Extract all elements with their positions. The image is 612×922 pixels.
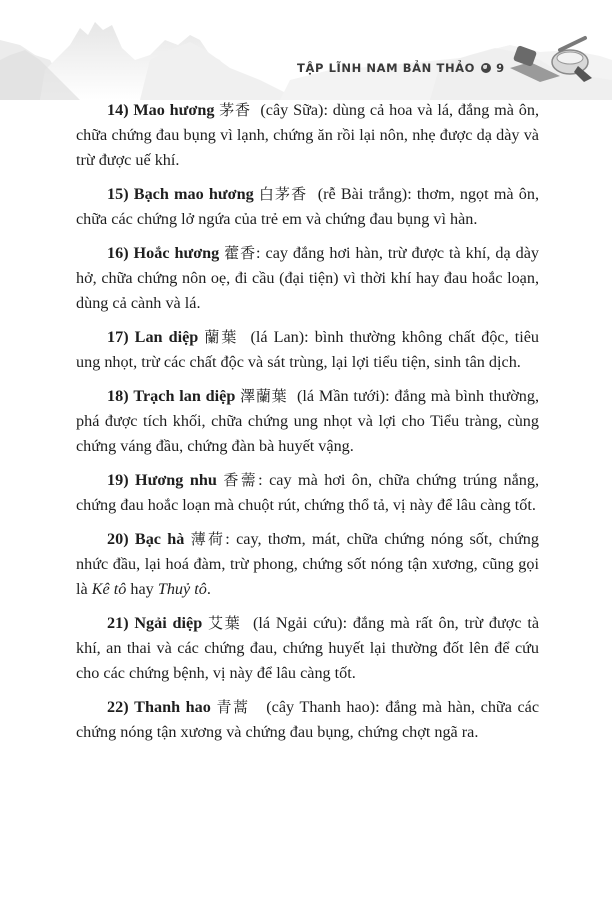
entry-han-characters: 蘭葉: [204, 328, 239, 346]
entry-14: [76, 98, 539, 173]
entry-gloss: (lá Ngải cứu): [253, 614, 343, 632]
entry-han-characters: 白茅香: [258, 185, 308, 203]
entry-name: Hương nhu: [135, 471, 217, 489]
header-mountain-illustration: [0, 0, 612, 100]
circle-bullet-icon: [481, 63, 491, 73]
entry-name: Trạch lan diệp: [133, 387, 236, 405]
entry-16: [76, 241, 539, 316]
entry-18: [76, 384, 539, 459]
entry-21: [76, 611, 539, 686]
entry-19: [76, 468, 539, 518]
mountain-landscape-icon: [0, 0, 612, 100]
entry-text: : đắng mà hàn, chữa các chứng nóng tận xương và chứng đau bụng, chứng chợt ngã ra.: [76, 698, 540, 741]
entry-name: Mao hương: [133, 101, 215, 119]
entry-number: 20): [107, 530, 129, 548]
entry-number: 15): [107, 185, 129, 203]
entry-number: 21): [107, 614, 129, 632]
entry-gloss: (lá Lan): [250, 328, 305, 346]
entry-name: Bạch mao hương: [133, 185, 254, 203]
entry-number: 19): [107, 471, 129, 489]
entry-name: Ngải diệp: [134, 614, 203, 632]
alt-join: hay: [126, 580, 158, 598]
entry-name: Thanh hao: [134, 698, 211, 716]
entry-17: [76, 325, 539, 375]
entry-text: : đắng mà rất ôn, trừ được tà khí, an thai và các chứng đau, chứng huyết lại thường đốt lên để cứu cho các chứng bệnh, vị này để lâu càng tốt.: [76, 614, 539, 682]
entry-number: 16): [107, 244, 129, 262]
entry-number: 18): [107, 387, 129, 405]
entry-gloss: (rễ Bài trắng): [317, 185, 408, 203]
entry-han-characters: 茅香: [219, 101, 251, 119]
entry-15: [76, 182, 539, 232]
entry-han-characters: 澤蘭葉: [240, 387, 288, 405]
entry-text: : bình thường không chất độc, tiêu ung nhọt, trừ các chất độc và sát trùng, lại lợi tiểu tiện, sinh tân dịch.: [76, 328, 539, 371]
entry-text: : đắng mà bình thường, phá được tích khối, chữa chứng ung nhọt và lợi cho Tiểu tràng, cùng chứng váng đầu, chứng đàn bà huyết vậng.: [76, 387, 540, 455]
entry-number: 22): [107, 698, 129, 716]
entry-name: Lan diệp: [134, 328, 199, 346]
entry-number: 14): [107, 101, 129, 119]
entry-gloss: (cây Sữa): [260, 101, 324, 119]
running-header: [297, 60, 505, 76]
entry-20: [76, 527, 539, 602]
entry-text: : cay mà hơi ôn, chữa chứng trúng nắng, chứng đau hoắc loạn mà chuột rút, chứng thổ tả, vị này để lâu càng tốt.: [76, 471, 540, 514]
alt-name-ke-to: Kê tô: [91, 580, 127, 598]
page-number: 9: [496, 61, 505, 75]
entry-name: Hoắc hương: [133, 244, 220, 262]
running-title: TẬP LĨNH NAM BẢN THẢO: [297, 61, 476, 75]
entry-text: : cay đắng hơi hàn, trừ được tà khí, dạ dày hở, chữa chứng nôn oẹ, đi cầu (đại tiện) vì thời khí hay đau hoắc loạn, dùng cả cành và lá.: [76, 244, 539, 312]
entry-end: .: [206, 580, 211, 598]
entry-text: : thơm, ngọt mà ôn, chữa các chứng lở ngứa của trẻ em và chứng đau bụng vì hàn.: [76, 185, 540, 228]
entry-gloss: (cây Thanh hao): [266, 698, 376, 716]
entry-text: : dùng cả hoa và lá, đắng mà ôn, chữa chứng đau bụng vì lạnh, chứng ăn rồi lại nôn, nhẹ được dạ dày và trừ được uế khí.: [76, 101, 539, 169]
entry-number: 17): [107, 328, 129, 346]
entry-name: Bạc hà: [134, 530, 185, 548]
entry-han-characters: 艾葉: [207, 614, 242, 632]
entry-text: : cay, thơm, mát, chữa chứng nóng sốt, chứng nhức đầu, lại hoá đàm, trừ phong, chứng sốt nóng tận xương, cũng gọi là: [76, 530, 539, 598]
page-body: [76, 98, 539, 754]
entry-han-characters: 青蒿: [216, 698, 250, 716]
entry-han-characters: 薄荷: [190, 530, 226, 548]
entry-gloss: (lá Mần tưới): [297, 387, 386, 405]
entry-han-characters: 藿香: [224, 244, 257, 262]
entry-han-characters: 香薷: [223, 471, 259, 489]
alt-name-thuy-to: Thuỷ tô: [157, 580, 207, 598]
entry-22: [76, 695, 539, 745]
